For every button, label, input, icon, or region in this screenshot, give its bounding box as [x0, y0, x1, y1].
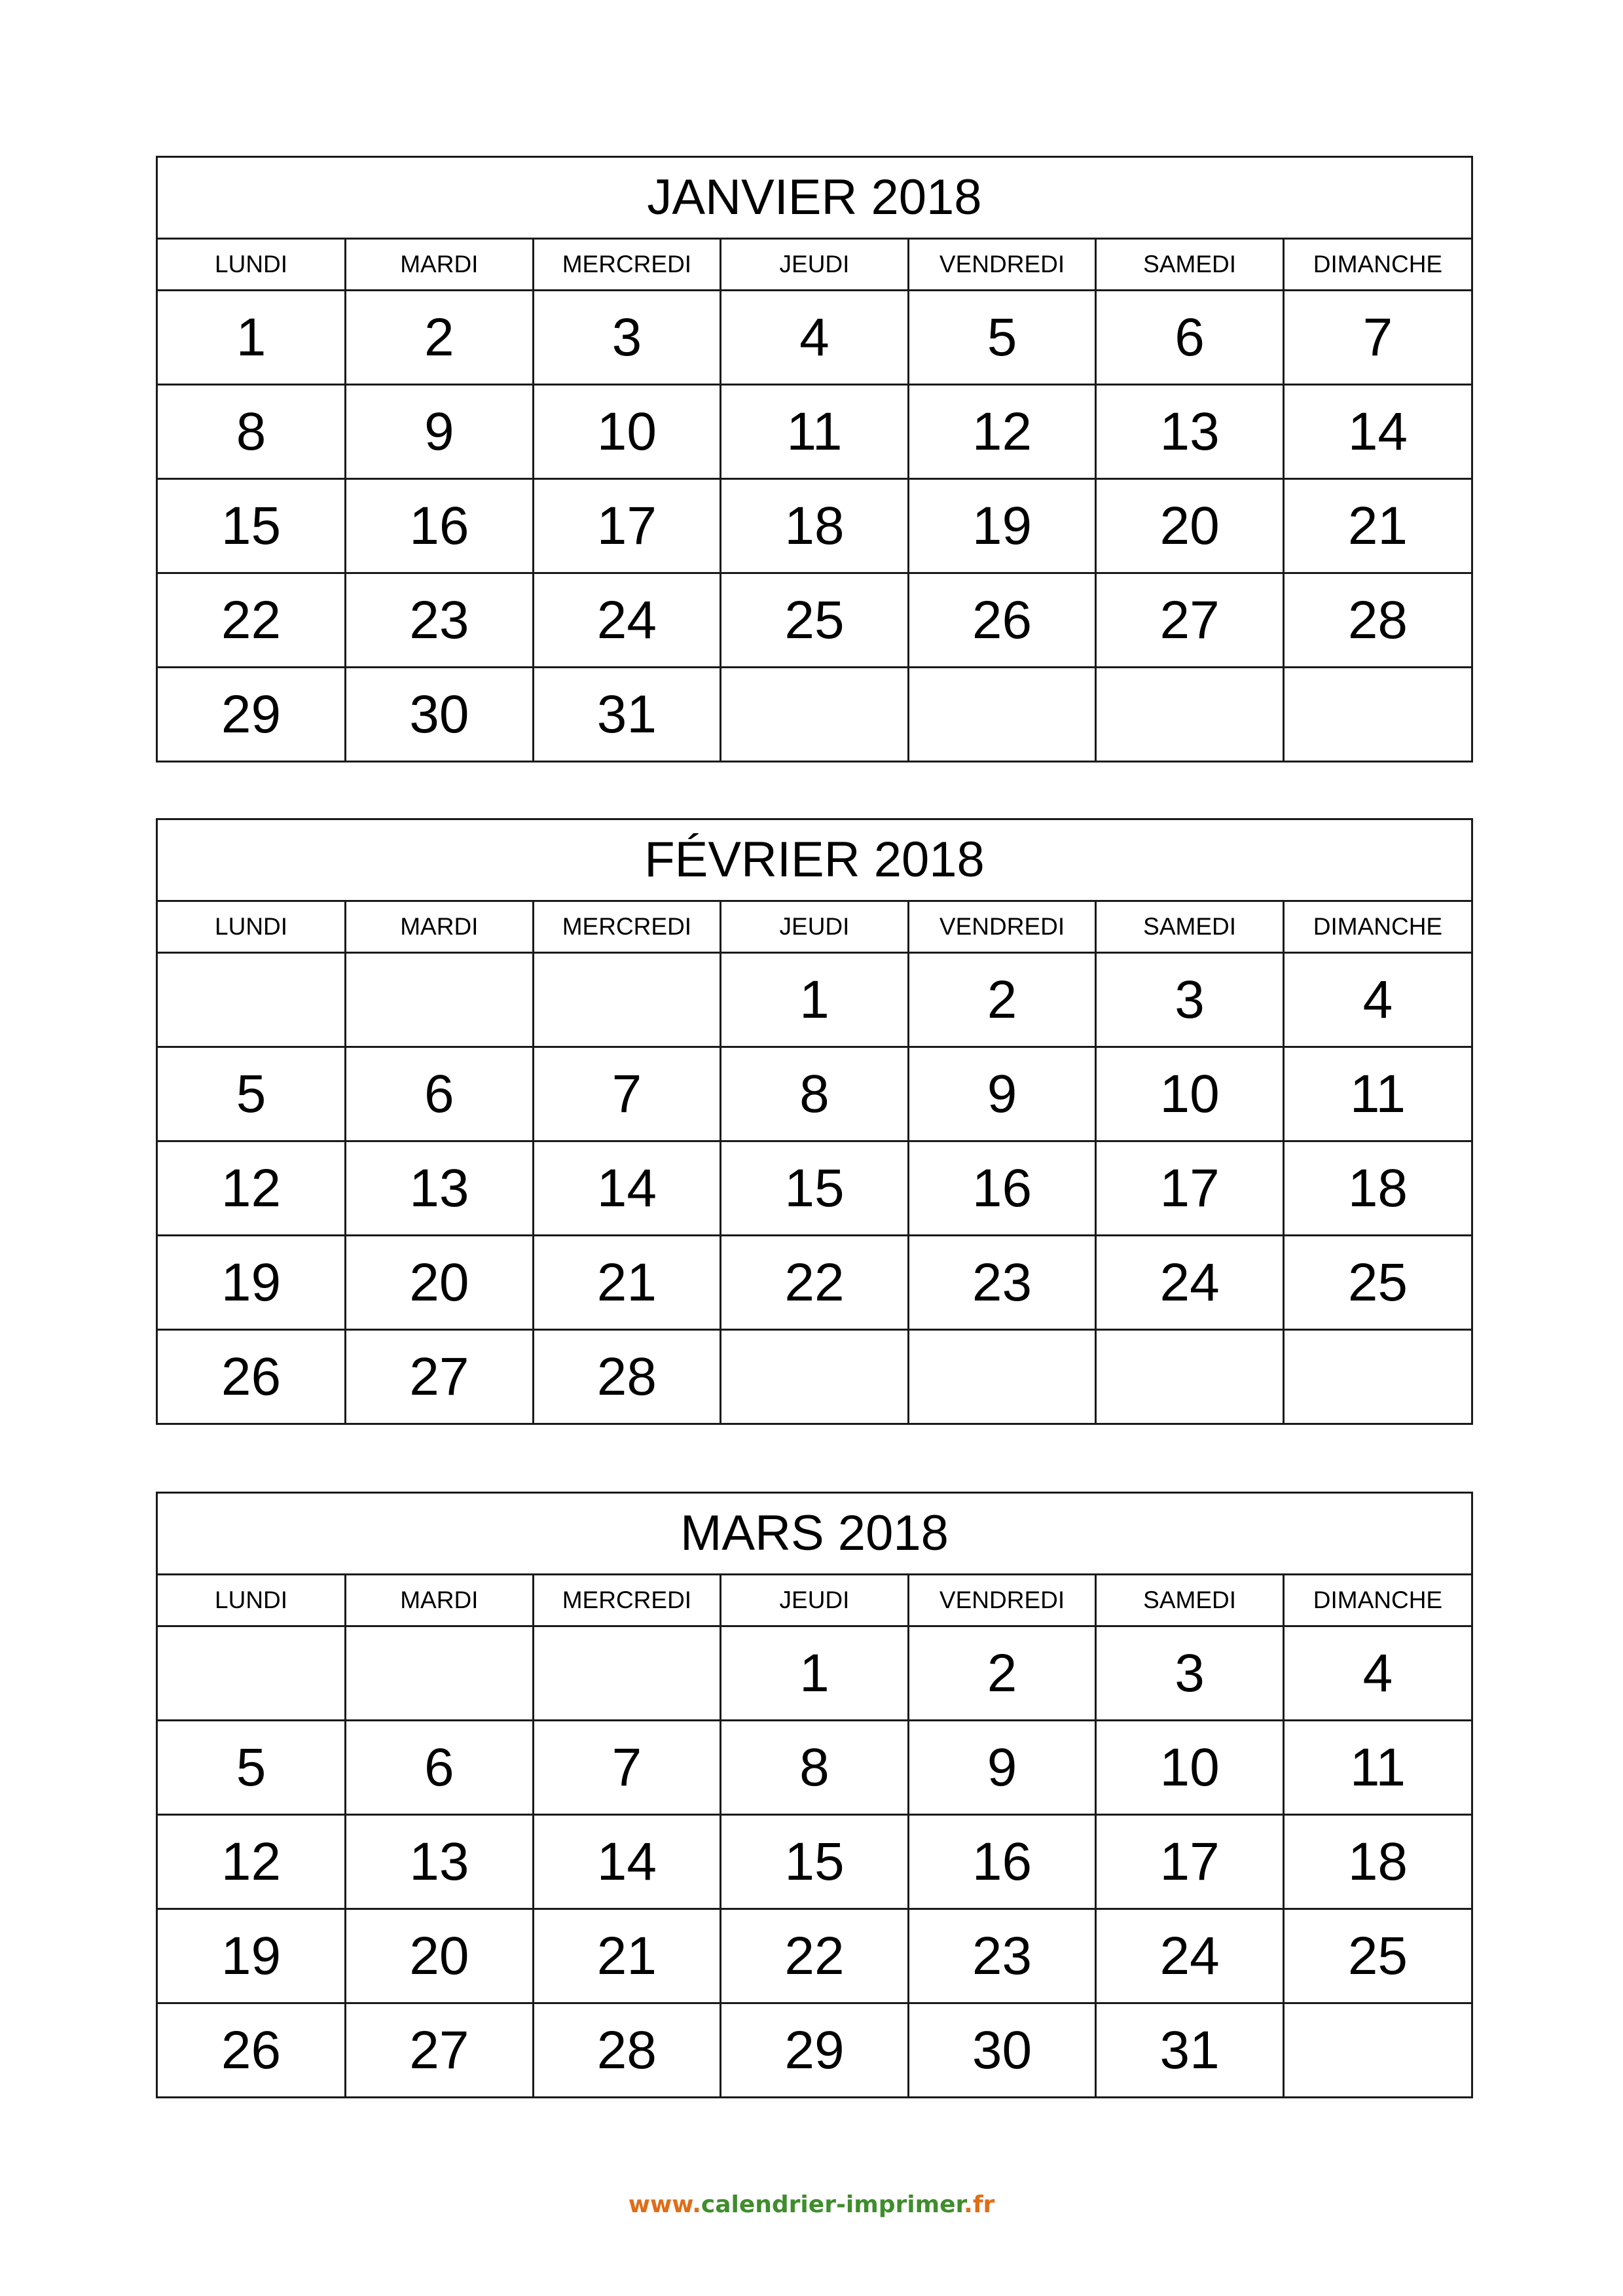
week-row: [158, 668, 1471, 761]
week-row: [158, 1047, 1471, 1141]
day-cell: 1: [721, 953, 909, 1047]
weekday-header: DIMANCHE: [1283, 1575, 1471, 1626]
day-cell: 30: [346, 668, 534, 761]
day-cell: 7: [533, 1721, 721, 1815]
day-cell: [721, 668, 909, 761]
day-cell: 12: [908, 385, 1096, 479]
day-cell: 24: [533, 573, 721, 668]
day-cell: 9: [346, 385, 534, 479]
day-cell: 9: [908, 1721, 1096, 1815]
day-cell: 27: [1096, 573, 1284, 668]
day-cell: 15: [721, 1141, 909, 1236]
month-table: [158, 820, 1471, 1423]
weekday-header: DIMANCHE: [1283, 901, 1471, 953]
day-cell: 27: [346, 1330, 534, 1424]
day-cell: 26: [158, 2003, 346, 2097]
week-row: [158, 1626, 1471, 1721]
day-cell: [1096, 668, 1284, 761]
day-cell: 18: [1283, 1141, 1471, 1236]
day-cell: 17: [1096, 1141, 1284, 1236]
day-cell: 3: [533, 291, 721, 385]
day-cell: 16: [346, 479, 534, 573]
day-cell: [1283, 2003, 1471, 2097]
day-cell: 8: [721, 1047, 909, 1141]
day-cell: 20: [1096, 479, 1284, 573]
day-cell: 5: [158, 1721, 346, 1815]
footer-site: calendrier-imprimer: [701, 2191, 964, 2218]
week-row: [158, 1721, 1471, 1815]
week-row: [158, 1330, 1471, 1424]
weekday-header: JEUDI: [721, 901, 909, 953]
day-cell: 28: [533, 2003, 721, 2097]
day-cell: [1283, 668, 1471, 761]
day-cell: 17: [533, 479, 721, 573]
weekday-header: MERCREDI: [533, 239, 721, 291]
month-calendar: [156, 156, 1473, 762]
weekday-header: LUNDI: [158, 901, 346, 953]
week-row: [158, 953, 1471, 1047]
day-cell: [158, 953, 346, 1047]
day-cell: 18: [1283, 1815, 1471, 1909]
month-title: MARS 2018: [158, 1494, 1471, 1575]
weekday-header: MARDI: [346, 901, 534, 953]
day-cell: [908, 668, 1096, 761]
month-table: [158, 158, 1471, 761]
day-cell: 27: [346, 2003, 534, 2097]
day-cell: 11: [721, 385, 909, 479]
day-cell: 25: [1283, 1236, 1471, 1330]
footer-suffix: .fr: [964, 2191, 995, 2218]
day-cell: [1283, 1330, 1471, 1424]
week-row: [158, 1909, 1471, 2003]
day-cell: 12: [158, 1815, 346, 1909]
day-cell: 10: [533, 385, 721, 479]
month-calendar: [156, 818, 1473, 1425]
day-cell: 5: [158, 1047, 346, 1141]
weekday-header: LUNDI: [158, 1575, 346, 1626]
day-cell: 1: [721, 1626, 909, 1721]
day-cell: 19: [908, 479, 1096, 573]
day-cell: 2: [908, 953, 1096, 1047]
day-cell: [533, 953, 721, 1047]
day-cell: [908, 1330, 1096, 1424]
weekday-header: VENDREDI: [908, 901, 1096, 953]
month-title: FÉVRIER 2018: [158, 820, 1471, 901]
day-cell: 4: [1283, 1626, 1471, 1721]
day-cell: 2: [908, 1626, 1096, 1721]
week-row: [158, 1236, 1471, 1330]
day-cell: 31: [533, 668, 721, 761]
day-cell: 26: [158, 1330, 346, 1424]
day-cell: 31: [1096, 2003, 1284, 2097]
day-cell: 22: [721, 1236, 909, 1330]
day-cell: 19: [158, 1236, 346, 1330]
day-cell: 21: [533, 1909, 721, 2003]
day-cell: 19: [158, 1909, 346, 2003]
day-cell: 14: [533, 1815, 721, 1909]
weekday-header: SAMEDI: [1096, 239, 1284, 291]
weekday-header: LUNDI: [158, 239, 346, 291]
day-cell: 1: [158, 291, 346, 385]
weekday-header: JEUDI: [721, 1575, 909, 1626]
day-cell: 23: [908, 1236, 1096, 1330]
day-cell: 25: [721, 573, 909, 668]
day-cell: 29: [158, 668, 346, 761]
day-cell: 25: [1283, 1909, 1471, 2003]
weekday-header: VENDREDI: [908, 1575, 1096, 1626]
day-cell: 3: [1096, 953, 1284, 1047]
day-cell: 15: [158, 479, 346, 573]
day-cell: 8: [721, 1721, 909, 1815]
weekday-header: MARDI: [346, 1575, 534, 1626]
weekday-header: DIMANCHE: [1283, 239, 1471, 291]
day-cell: 28: [1283, 573, 1471, 668]
week-row: [158, 291, 1471, 385]
day-cell: 11: [1283, 1047, 1471, 1141]
day-cell: 3: [1096, 1626, 1284, 1721]
week-row: [158, 1815, 1471, 1909]
day-cell: 10: [1096, 1047, 1284, 1141]
day-cell: 10: [1096, 1721, 1284, 1815]
day-cell: 14: [533, 1141, 721, 1236]
footer-prefix: www.: [628, 2191, 701, 2218]
day-cell: 16: [908, 1815, 1096, 1909]
week-row: [158, 1141, 1471, 1236]
day-cell: 7: [533, 1047, 721, 1141]
day-cell: [346, 1626, 534, 1721]
week-row: [158, 479, 1471, 573]
day-cell: 2: [346, 291, 534, 385]
day-cell: 21: [533, 1236, 721, 1330]
footer-website[interactable]: [0, 2191, 1623, 2218]
day-cell: 4: [721, 291, 909, 385]
day-cell: 8: [158, 385, 346, 479]
day-cell: 13: [1096, 385, 1284, 479]
weekday-header: VENDREDI: [908, 239, 1096, 291]
day-cell: 23: [346, 573, 534, 668]
day-cell: 18: [721, 479, 909, 573]
day-cell: 6: [346, 1721, 534, 1815]
day-cell: 30: [908, 2003, 1096, 2097]
day-cell: 20: [346, 1909, 534, 2003]
day-cell: 13: [346, 1815, 534, 1909]
day-cell: 4: [1283, 953, 1471, 1047]
day-cell: [346, 953, 534, 1047]
week-row: [158, 385, 1471, 479]
day-cell: 21: [1283, 479, 1471, 573]
day-cell: 23: [908, 1909, 1096, 2003]
day-cell: [533, 1626, 721, 1721]
weekday-header: SAMEDI: [1096, 901, 1284, 953]
weekday-header: SAMEDI: [1096, 1575, 1284, 1626]
week-row: [158, 573, 1471, 668]
day-cell: 22: [721, 1909, 909, 2003]
day-cell: 28: [533, 1330, 721, 1424]
month-title: JANVIER 2018: [158, 158, 1471, 239]
day-cell: 7: [1283, 291, 1471, 385]
day-cell: 5: [908, 291, 1096, 385]
day-cell: 15: [721, 1815, 909, 1909]
day-cell: 12: [158, 1141, 346, 1236]
day-cell: 16: [908, 1141, 1096, 1236]
day-cell: 24: [1096, 1909, 1284, 2003]
day-cell: 20: [346, 1236, 534, 1330]
month-table: [158, 1494, 1471, 2096]
weekday-header: JEUDI: [721, 239, 909, 291]
day-cell: 6: [346, 1047, 534, 1141]
day-cell: [721, 1330, 909, 1424]
day-cell: 22: [158, 573, 346, 668]
week-row: [158, 2003, 1471, 2097]
day-cell: 29: [721, 2003, 909, 2097]
weekday-header: MERCREDI: [533, 901, 721, 953]
day-cell: 14: [1283, 385, 1471, 479]
day-cell: 24: [1096, 1236, 1284, 1330]
day-cell: 6: [1096, 291, 1284, 385]
day-cell: 17: [1096, 1815, 1284, 1909]
weekday-header: MARDI: [346, 239, 534, 291]
day-cell: 26: [908, 573, 1096, 668]
weekday-header: MERCREDI: [533, 1575, 721, 1626]
day-cell: 13: [346, 1141, 534, 1236]
day-cell: 9: [908, 1047, 1096, 1141]
day-cell: 11: [1283, 1721, 1471, 1815]
month-calendar: [156, 1492, 1473, 2098]
day-cell: [1096, 1330, 1284, 1424]
day-cell: [158, 1626, 346, 1721]
